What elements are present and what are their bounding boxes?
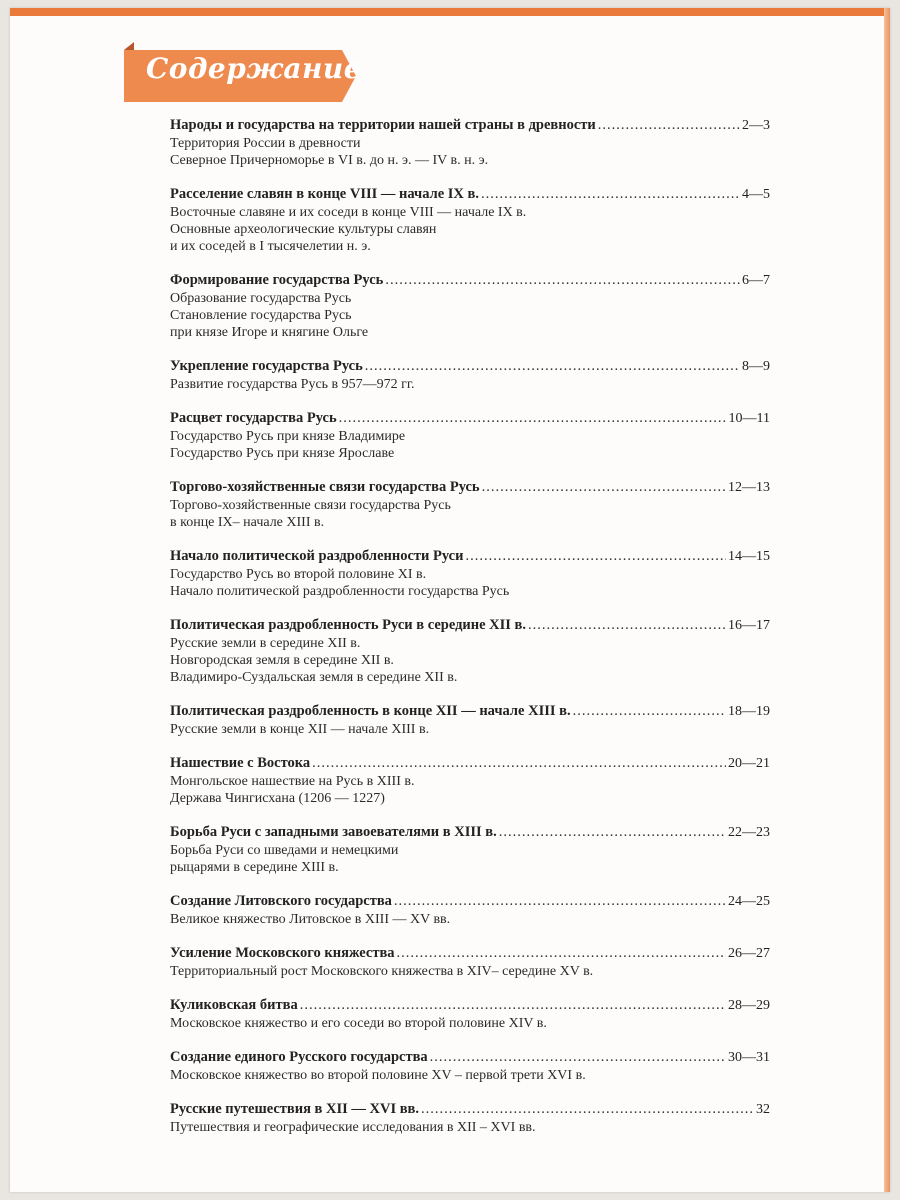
toc-entry-heading — [170, 409, 770, 428]
toc-entry-heading — [170, 823, 770, 842]
toc-entry-pages: 2—3 — [742, 118, 770, 133]
toc-entry-title: Русские путешествия в XII — XVI вв. — [170, 1101, 419, 1117]
toc-entry — [170, 754, 770, 807]
toc-entry-title: Создание единого Русского государства — [170, 1049, 428, 1065]
toc-entry-title: Политическая раздробленность в конце XII — начале XIII в. — [170, 703, 571, 719]
toc-entry-heading — [170, 547, 770, 566]
toc-entry — [170, 616, 770, 686]
toc-entry-pages: 24—25 — [728, 894, 770, 909]
toc-subentry: Территориальный рост Московского княжества в XIV– середине XV в. — [170, 964, 594, 979]
toc-entry-pages: 28—29 — [728, 998, 770, 1013]
toc-subentry: Русские земли в середине XII в. — [170, 636, 361, 651]
toc-entry-pages: 26—27 — [728, 946, 770, 961]
toc-entry-pages: 22—23 — [728, 825, 770, 840]
toc-entry-pages: 12—13 — [728, 480, 770, 495]
toc-entry-title: Политическая раздробленность Руси в середине XII в. — [170, 617, 527, 633]
toc-entry-heading — [170, 892, 770, 911]
toc-subentry: Развитие государства Русь в 957—972 гг. — [170, 377, 415, 392]
toc-subentry: Владимиро-Суздальская земля в середине XII в. — [170, 670, 458, 685]
dot-leader — [465, 547, 726, 565]
toc-entry — [170, 478, 770, 531]
toc-subentry: Образование государства Русь — [170, 291, 352, 306]
toc-entry-pages: 14—15 — [728, 549, 770, 564]
dot-leader — [430, 1048, 726, 1066]
toc-entry-heading — [170, 616, 770, 635]
page-title: Содержание — [146, 52, 363, 85]
toc-entry-title: Начало политической раздробленности Руси — [170, 548, 464, 564]
toc-entry-pages: 32 — [756, 1102, 770, 1117]
toc-entry — [170, 185, 770, 255]
toc-subentry: Монгольское нашествие на Русь в XIII в. — [170, 774, 415, 789]
toc-entry-heading — [170, 1100, 770, 1119]
toc-entry — [170, 892, 770, 928]
toc-entry-pages: 8—9 — [742, 359, 770, 374]
dot-leader — [481, 185, 740, 203]
toc-entry-heading — [170, 271, 770, 290]
toc-subentry: при князе Игоре и княгине Ольге — [170, 325, 369, 340]
toc-entry — [170, 944, 770, 980]
toc-entry-title: Усиление Московского княжества — [170, 945, 395, 961]
toc-entry — [170, 1100, 770, 1136]
toc-entry-title: Народы и государства на территории нашей страны в древности — [170, 117, 596, 133]
toc-entry-heading — [170, 357, 770, 376]
toc-entry — [170, 409, 770, 462]
dot-leader — [397, 944, 726, 962]
toc-subentry: Государство Русь при князе Ярославе — [170, 446, 395, 461]
toc-entry-pages: 6—7 — [742, 273, 770, 288]
dot-leader — [499, 823, 726, 841]
dot-leader — [482, 478, 726, 496]
table-of-contents — [170, 116, 770, 1152]
dot-leader — [385, 271, 740, 289]
dot-leader — [528, 616, 726, 634]
toc-subentry: и их соседей в I тысячелетии н. э. — [170, 239, 371, 254]
toc-entry-title: Борьба Руси с западными завоевателями в XIII в. — [170, 824, 497, 840]
toc-entry-pages: 18—19 — [728, 704, 770, 719]
toc-entry — [170, 1048, 770, 1084]
toc-entry — [170, 702, 770, 738]
toc-subentry: Новгородская земля в середине XII в. — [170, 653, 394, 668]
toc-entry — [170, 357, 770, 393]
toc-entry — [170, 271, 770, 341]
toc-subentry: Московское княжество и его соседи во второй половине XIV в. — [170, 1016, 547, 1031]
dot-leader — [365, 357, 740, 375]
toc-subentry: Восточные славяне и их соседи в конце VIII — начале IX в. — [170, 205, 527, 220]
toc-entry-pages: 30—31 — [728, 1050, 770, 1065]
toc-subentry: Великое княжество Литовское в XIII — XV вв. — [170, 912, 451, 927]
toc-subentry: в конце IX– начале XIII в. — [170, 515, 325, 530]
toc-entry-title: Формирование государства Русь — [170, 272, 384, 288]
toc-subentry: Путешествия и географические исследования в XII – XVI вв. — [170, 1120, 536, 1135]
toc-entry-title: Создание Литовского государства — [170, 893, 392, 909]
toc-subentry: Начало политической раздробленности государства Русь — [170, 584, 510, 599]
dot-leader — [421, 1100, 754, 1118]
toc-entry-title: Укрепление государства Русь — [170, 358, 363, 374]
toc-subentry: Становление государства Русь — [170, 308, 352, 323]
dot-leader — [300, 996, 726, 1014]
toc-subentry: Московское княжество во второй половине XV – первой трети XVI в. — [170, 1068, 586, 1083]
toc-entry-heading — [170, 996, 770, 1015]
dot-leader — [339, 409, 727, 427]
toc-entry-title: Куликовская битва — [170, 997, 298, 1013]
toc-entry-pages: 4—5 — [742, 187, 770, 202]
toc-entry — [170, 823, 770, 876]
toc-subentry: Государство Русь во второй половине XI в. — [170, 567, 427, 582]
toc-subentry: Торгово-хозяйственные связи государства Русь — [170, 498, 451, 513]
toc-subentry: Борьба Руси со шведами и немецкими — [170, 843, 399, 858]
toc-entry-heading — [170, 754, 770, 773]
toc-subentry: Территория России в древности — [170, 136, 361, 151]
dot-leader — [573, 702, 726, 720]
toc-subentry: Русские земли в конце XII — начале XIII в. — [170, 722, 430, 737]
toc-subentry: Северное Причерноморье в VI в. до н. э. — IV в. н. э. — [170, 153, 489, 168]
toc-entry-title: Расцвет государства Русь — [170, 410, 337, 426]
toc-entry-title: Расселение славян в конце VIII — начале IX в. — [170, 186, 479, 202]
toc-entry-pages: 10—11 — [728, 411, 770, 426]
toc-entry — [170, 547, 770, 600]
page-edge-stripe — [884, 8, 890, 1192]
toc-subentry: Держава Чингисхана (1206 — 1227) — [170, 791, 385, 806]
toc-entry-heading — [170, 185, 770, 204]
toc-entry-title: Торгово-хозяйственные связи государства Русь — [170, 479, 480, 495]
dot-leader — [312, 754, 726, 772]
toc-entry-title: Нашествие с Востока — [170, 755, 311, 771]
toc-entry-heading — [170, 702, 770, 721]
toc-entry — [170, 996, 770, 1032]
toc-subentry: рыцарями в середине XIII в. — [170, 860, 339, 875]
toc-entry-pages: 16—17 — [728, 618, 770, 633]
title-banner — [124, 42, 363, 102]
top-accent-bar — [10, 8, 890, 16]
toc-entry — [170, 116, 770, 169]
toc-entry-heading — [170, 478, 770, 497]
toc-subentry: Государство Русь при князе Владимире — [170, 429, 406, 444]
toc-subentry: Основные археологические культуры славян — [170, 222, 437, 237]
toc-entry-heading — [170, 944, 770, 963]
toc-entry-heading — [170, 116, 770, 135]
dot-leader — [598, 116, 740, 134]
dot-leader — [394, 892, 726, 910]
toc-entry-heading — [170, 1048, 770, 1067]
toc-entry-pages: 20—21 — [728, 756, 770, 771]
